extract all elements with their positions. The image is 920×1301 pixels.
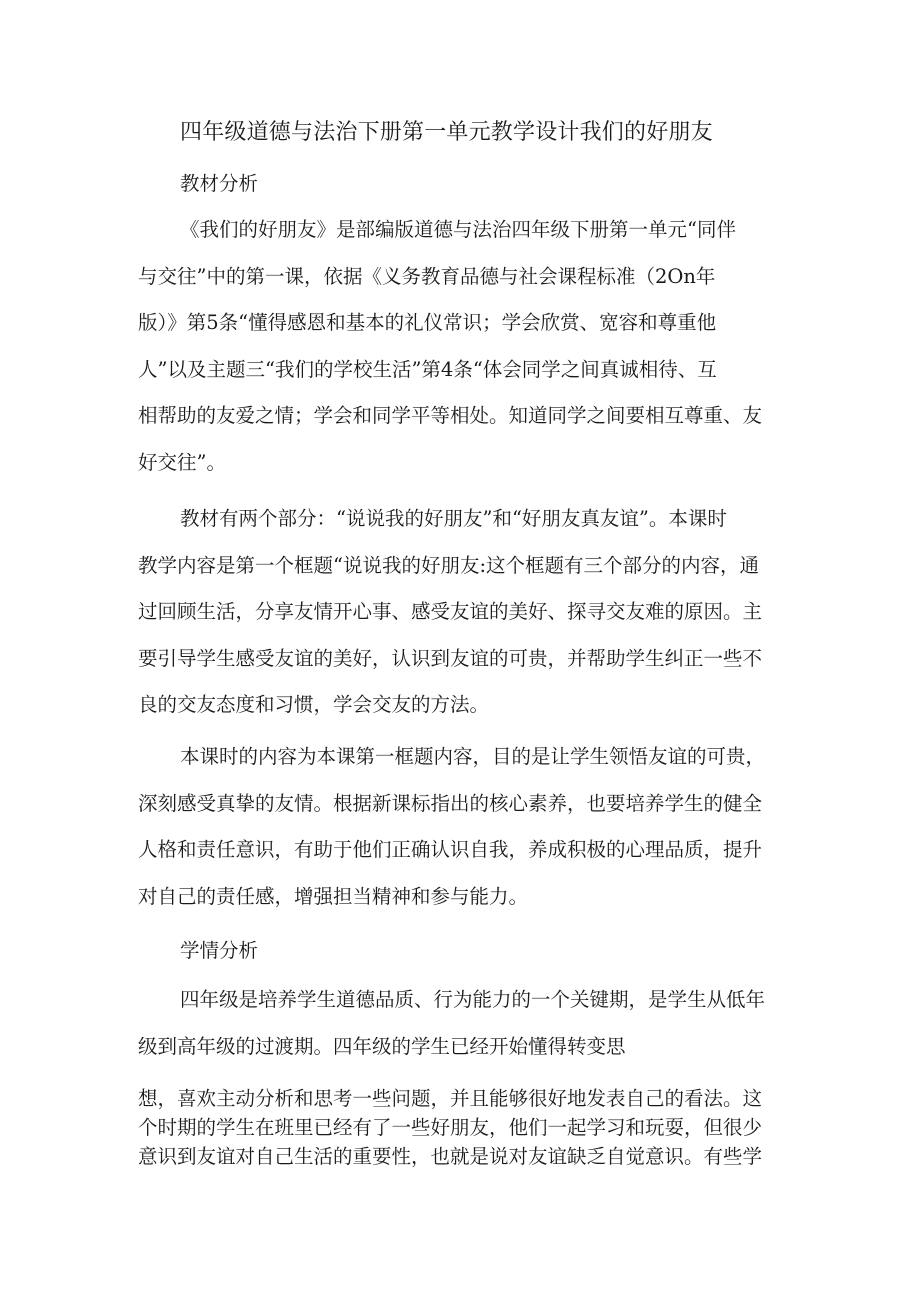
paragraph-student-analysis [138,977,784,1070]
paragraph-line: 四年级是培养学生道德品质、行为能力的一个关键期，是学生从低年 [180,988,766,1011]
paragraph-line: 本课时的内容为本课第一框题内容，目的是让学生领悟友谊的可贵， [180,745,766,768]
paragraph-textbook-parts [138,496,784,729]
paragraph-textbook-purpose [138,734,784,920]
paragraph-line: 好交往”。 [138,450,226,474]
section-heading-student-analysis: 学情分析 [180,939,259,962]
paragraph-line: 版）》第5条“懂得感恩和基本的礼仪常识；学会欣赏、宽容和尊重他 [138,311,717,334]
paragraph-line: 良的交友态度和习惯，学会交友的方法。 [138,693,490,716]
paragraph-line: 人格和责任意识，有助于他们正确认识自我，养成积极的心理品质，提升 [138,838,763,861]
paragraph-textbook-intro [138,207,784,486]
paragraph-student-analysis-continued [138,1084,784,1171]
paragraph-line: 相帮助的友爱之情；学会和同学平等相处。知道同学之间要相互尊重、友 [138,404,763,427]
document-title: 四年级道德与法治下册第一单元教学设计我们的好朋友 [180,120,713,145]
paragraph-line: 深刻感受真挚的友情。根据新课标指出的核心素养，也要培养学生的健全 [138,791,763,815]
paragraph-line: 想，喜欢主动分析和思考一些问题，并且能够很好地发表自己的看法。这 [138,1087,763,1110]
section-heading-textbook-analysis: 教材分析 [180,172,259,195]
paragraph-line: 教学内容是第一个框题“说说我的好朋友:这个框题有三个部分的内容，通 [138,553,760,577]
paragraph-line: 《我们的好朋友》是部编版道德与法治四年级下册第一单元“同伴 [180,218,736,241]
paragraph-line: 人”以及主题三“我们的学校生活”第4条“体会同学之间真诚相待、互 [138,357,717,381]
paragraph-line: 个时期的学生在班里已经有了一些好朋友，他们一起学习和玩耍，但很少 [138,1116,763,1139]
paragraph-line: 要引导学生感受友谊的美好，认识到友谊的可贵，并帮助学生纠正一些不 [138,646,763,670]
paragraph-line: 意识到友谊对自己生活的重要性，也就是说对友谊缺乏自觉意识。有些学 [138,1145,763,1168]
paragraph-line: 对自己的责任感，增强担当精神和参与能力。 [138,884,529,908]
paragraph-line: 过回顾生活，分享友情开心事、感受友谊的美好、探寻交友难的原因。主 [138,600,763,623]
paragraph-line: 级到高年级的过渡期。四年级的学生已经开始懂得转变思 [138,1034,626,1058]
paragraph-line: 教材有两个部分：“说说我的好朋友”和“好朋友真友谊”。本课时 [180,507,727,530]
paragraph-line: 与交往”中的第一课，依据《义务教育品德与社会课程标准（2On年 [138,264,716,288]
